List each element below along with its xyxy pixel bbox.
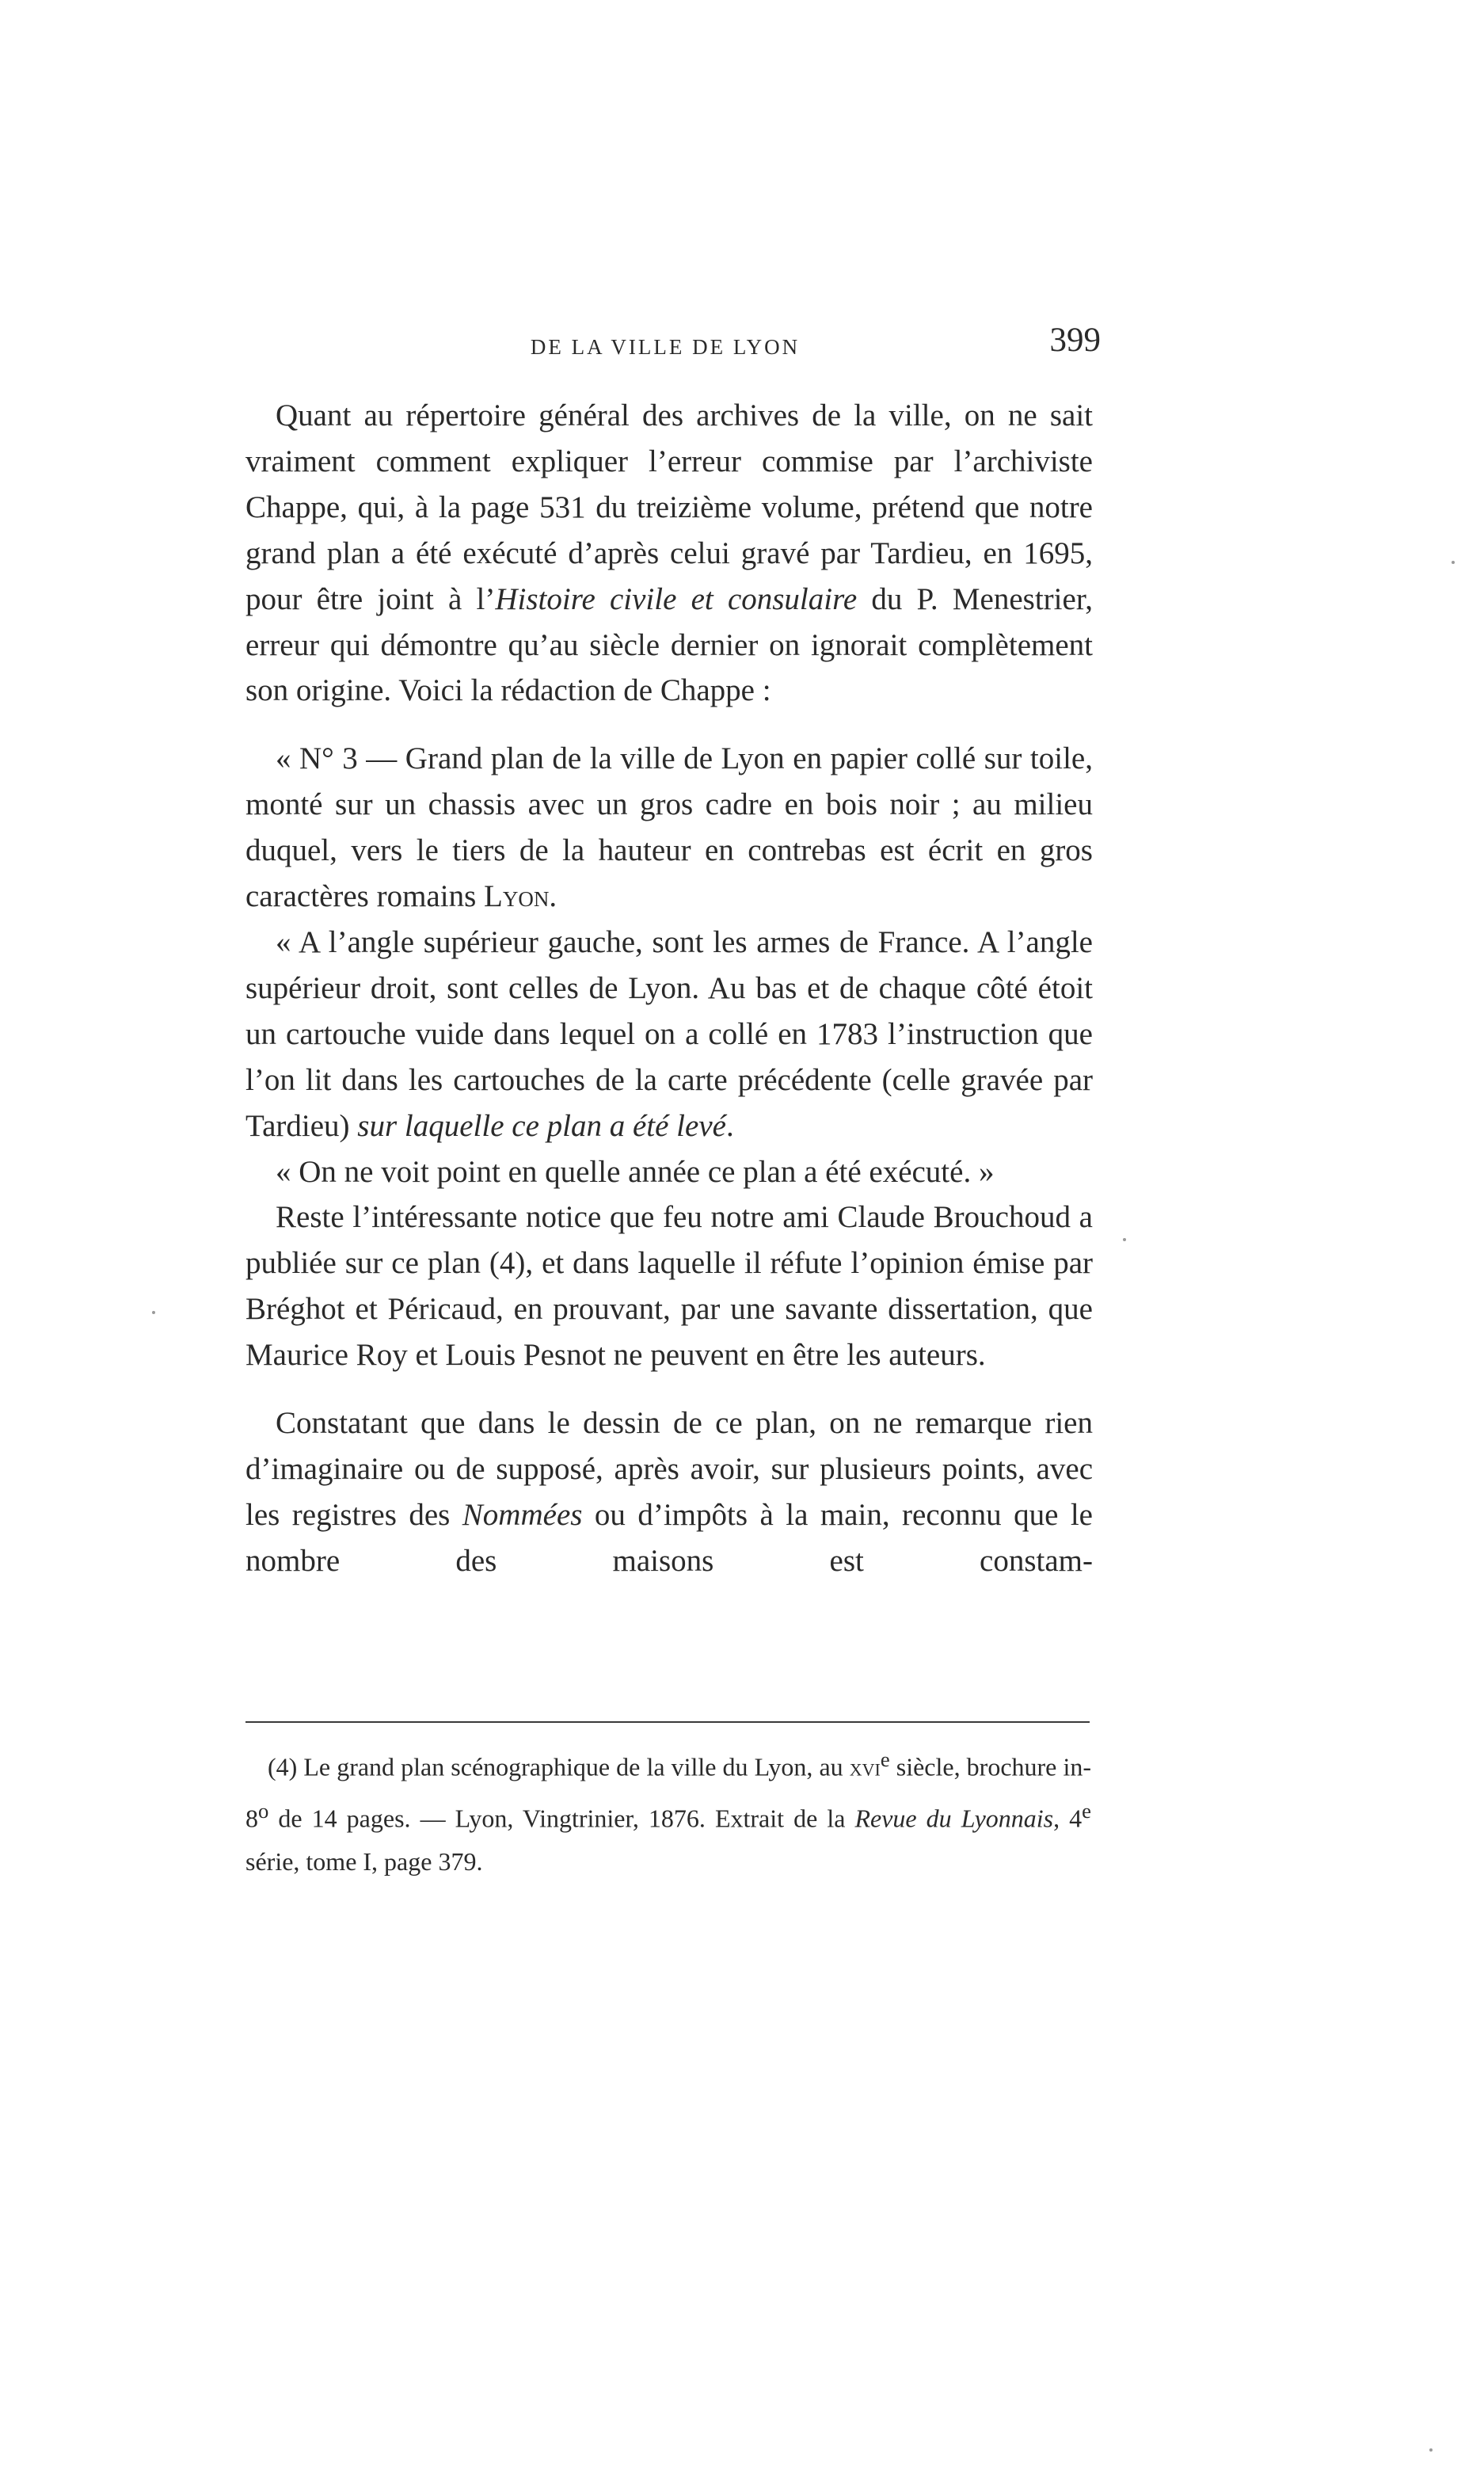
italic-text: sur laquelle ce plan a été levé bbox=[357, 1108, 726, 1143]
paragraph bbox=[245, 920, 1093, 1149]
text-run: du P. Menestrier, erreur qui démontre qu’au siècle dernier on ignorait complètement son origine. Voici la rédaction de Chappe : bbox=[245, 581, 1093, 708]
text-run: de 14 pages. — Lyon, Vingtrinier, 1876. Extrait de la bbox=[268, 1804, 855, 1833]
text-run: (4) Le grand plan scénographique de la ville du Lyon, au bbox=[268, 1752, 850, 1781]
text-run: . bbox=[725, 1108, 734, 1143]
text-run: Quant au répertoire général des archives de la ville, on ne sait vraiment comment expliquer l’erreur commise par l’archiviste Chappe, qui, à la page 531 du treizième volume, prétend que notre grand plan a été exécuté d’après celui gravé par Tardieu, en 1695, pour être joint à l’ bbox=[245, 398, 1093, 616]
superscript-text: e bbox=[1082, 1798, 1091, 1823]
text-run: « A l’angle supérieur gauche, sont les armes de France. A l’angle supérieur droit, sont celles de Lyon. Au bas et de chaque côté étoit un cartouche vuide dans lequel on a collé en 1783 l’instruction que l’on lit dans les cartouches de la carte précédente (celle gravée par Tardieu) bbox=[245, 924, 1093, 1143]
text-run: , 4 bbox=[1053, 1804, 1083, 1833]
running-title: DE LA VILLE DE LYON bbox=[530, 335, 801, 359]
paper-speck bbox=[1123, 1238, 1126, 1241]
body-text bbox=[245, 393, 1093, 1584]
text-run: ou d’impôts à la main, reconnu que le nombre des maisons est constam- bbox=[245, 1497, 1093, 1578]
text-run: série, tome I, page 379. bbox=[245, 1847, 483, 1876]
text-run: « On ne voit point en quelle année ce plan a été exécuté. » bbox=[276, 1154, 995, 1189]
text-run: « N° 3 — Grand plan de la ville de Lyon en papier collé sur toile, monté sur un chassis avec un gros cadre en bois noir ; au milieu duquel, vers le tiers de la hauteur en contrebas est écrit en gros caractères romains bbox=[245, 741, 1093, 914]
small-caps-text: Lyon bbox=[484, 879, 550, 914]
italic-text: Nommées bbox=[462, 1497, 583, 1532]
text-run: Constatant que dans le dessin de ce plan, on ne remarque rien d’imaginaire ou de supposé, après avoir, sur plusieurs points, avec les registres des bbox=[245, 1406, 1093, 1532]
text-run: . bbox=[549, 879, 557, 914]
italic-text: Histoire civile et consulaire bbox=[495, 581, 858, 616]
paragraph bbox=[245, 736, 1093, 920]
superscript-text: o bbox=[258, 1798, 269, 1823]
page-number: 399 bbox=[1049, 322, 1101, 359]
text-run: Reste l’intéressante notice que feu notre ami Claude Brouchoud a publiée sur ce plan (4), et dans laquelle il réfute l’opinion émise par Bréghot et Péricaud, en prouvant, par une savante dissertation, que Maurice Roy et Louis Pesnot ne peuvent en être les auteurs. bbox=[245, 1200, 1093, 1373]
paragraph bbox=[245, 1149, 1093, 1195]
superscript-text: e bbox=[880, 1747, 890, 1771]
paper-speck bbox=[1452, 561, 1455, 564]
small-caps-text: xvi bbox=[849, 1752, 881, 1781]
paper-speck bbox=[152, 1311, 155, 1314]
text-run: siècle, brochure in-8 bbox=[245, 1752, 1092, 1833]
footnote-rule bbox=[245, 1721, 1090, 1723]
running-header bbox=[245, 321, 1101, 368]
italic-text: Revue du Lyonnais bbox=[854, 1804, 1054, 1833]
paragraph bbox=[245, 393, 1093, 714]
paragraph bbox=[245, 1400, 1093, 1584]
paper-speck bbox=[1429, 2448, 1433, 2452]
footnote bbox=[245, 1738, 1091, 1884]
paragraph bbox=[245, 1194, 1093, 1378]
